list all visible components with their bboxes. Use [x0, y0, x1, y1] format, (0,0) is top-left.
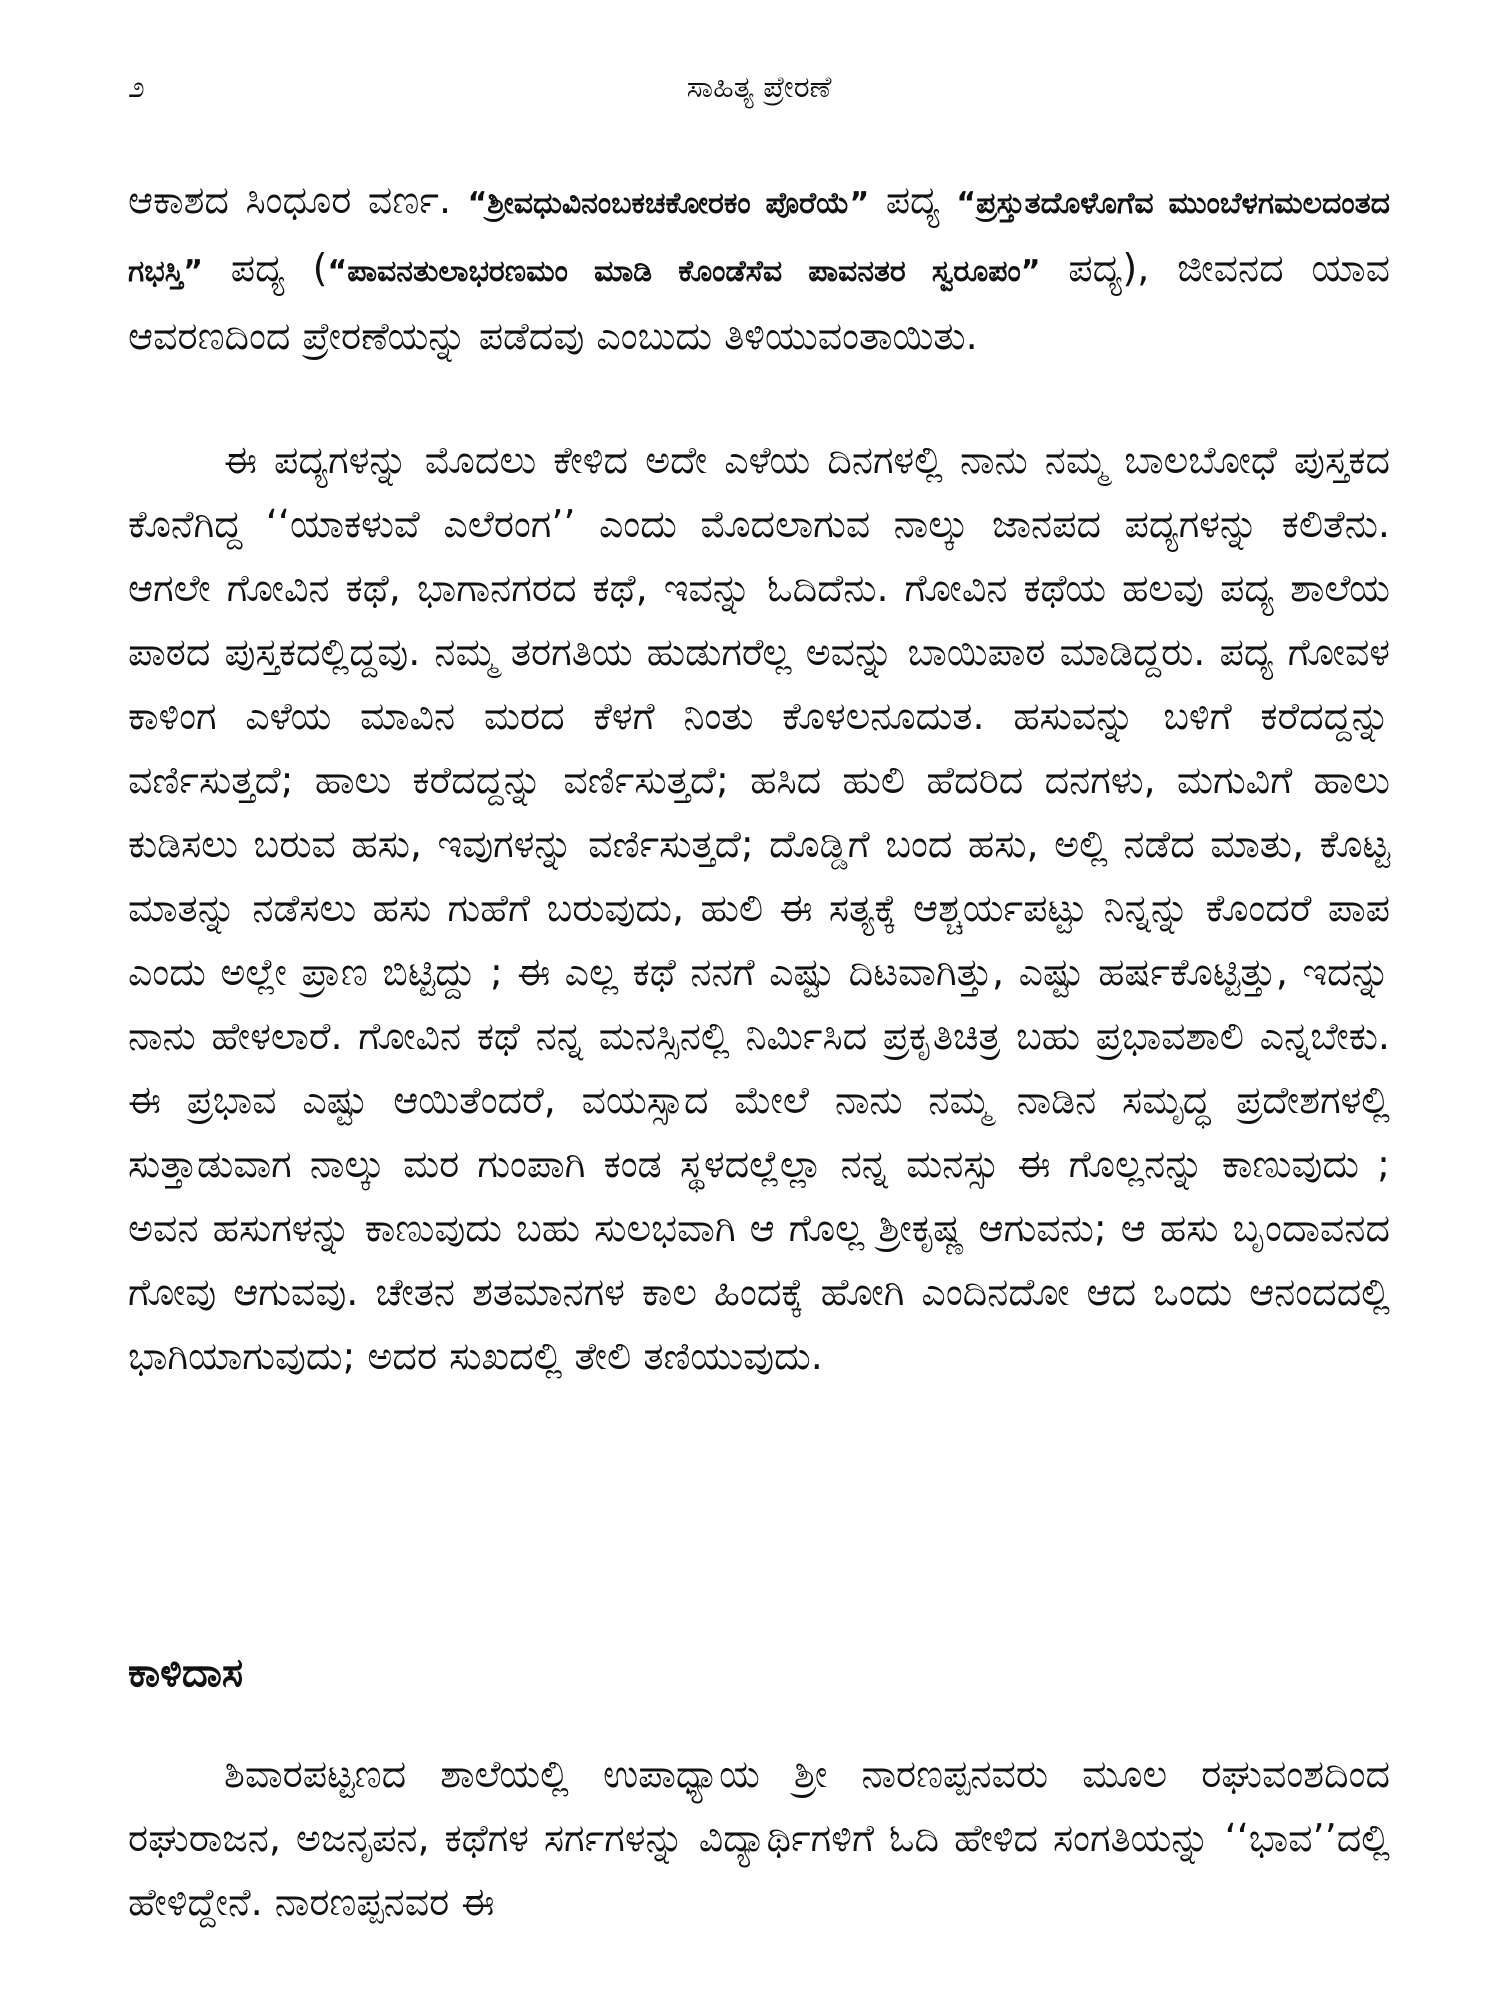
text-run: ಆಕಾಶದ ಸಿಂಧೂರ ವರ್ಣ.	[128, 178, 468, 222]
quoted-verse: “ಪ್ರಸ್ತುತದೊಳೊಗೆವ ಮುಂಬೆಳಗಮಲದಂತದ ಗಭಸ್ತಿ”	[128, 186, 1391, 289]
section-heading: ಕಾಳಿದಾಸ	[128, 1650, 244, 1696]
quoted-verse: “ಪಾವನತುಲಾಭರಣಮಂ ಮಾಡಿ ಕೊಂಡೆಸೆವ ಪಾವನತರ ಸ್ವರೂಪಂ”	[327, 254, 1041, 289]
paragraph-folk-poems: ಈ ಪದ್ಯಗಳನ್ನು ಮೊದಲು ಕೇಳಿದ ಅದೇ ಎಳೆಯ ದಿನಗಳಲ್ಲಿ ನಾನು ನಮ್ಮ ಬಾಲಬೋಧೆ ಪುಸ್ತಕದ ಕೊನೆಗಿದ್ದ ‘‘ಯಾಕಳುವೆ ಎಲೆರಂಗ’’ ಎಂದು ಮೊದಲಾಗುವ ನಾಲ್ಕು ಜಾನಪದ ಪದ್ಯಗಳನ್ನು ಕಲಿತೆನು. ಆಗಲೇ ಗೋವಿನ ಕಥೆ, ಭಾಗಾನಗರದ ಕಥೆ, ಇವನ್ನು ಓದಿದೆನು. ಗೋವಿನ ಕಥೆಯ ಹಲವು ಪದ್ಯ ಶಾಲೆಯ ಪಾಠದ ಪುಸ್ತಕದಲ್ಲಿದ್ದವು. ನಮ್ಮ ತರಗತಿಯ ಹುಡುಗರೆಲ್ಲ ಅವನ್ನು ಬಾಯಿಪಾಠ ಮಾಡಿದ್ದರು. ಪದ್ಯ ಗೋವಳ ಕಾಳಿಂಗ ಎಳೆಯ ಮಾವಿನ ಮರದ ಕೆಳಗೆ ನಿಂತು ಕೊಳಲನೂದುತ. ಹಸುವನ್ನು ಬಳಿಗೆ ಕರೆದದ್ದನ್ನು ವರ್ಣಿಸುತ್ತದೆ; ಹಾಲು ಕರೆದದ್ದನ್ನು ವರ್ಣಿಸುತ್ತದೆ; ಹಸಿದ ಹುಲಿ ಹೆದರಿದ ದನಗಳು, ಮಗುವಿಗೆ ಹಾಲು ಕುಡಿಸಲು ಬರುವ ಹಸು, ಇವುಗಳನ್ನು ವರ್ಣಿಸುತ್ತದೆ; ದೊಡ್ಡಿಗೆ ಬಂದ ಹಸು, ಅಲ್ಲಿ ನಡೆದ ಮಾತು, ಕೊಟ್ಟ ಮಾತನ್ನು ನಡೆಸಲು ಹಸು ಗುಹೆಗೆ ಬರುವುದು, ಹುಲಿ ಈ ಸತ್ಯಕ್ಕೆ ಆಶ್ಚರ್ಯಪಟ್ಟು ನಿನ್ನನ್ನು ಕೊಂದರೆ ಪಾಪ ಎಂದು ಅಲ್ಲೇ ಪ್ರಾಣ ಬಿಟ್ಟಿದ್ದು ; ಈ ಎಲ್ಲ ಕಥೆ ನನಗೆ ಎಷ್ಟು ದಿಟವಾಗಿತ್ತು, ಎಷ್ಟು ಹರ್ಷಕೊಟ್ಟಿತ್ತು, ಇದನ್ನು ನಾನು ಹೇಳಲಾರೆ. ಗೋವಿನ ಕಥೆ ನನ್ನ ಮನಸ್ಸಿನಲ್ಲಿ ನಿರ್ಮಿಸಿದ ಪ್ರಕೃತಿಚಿತ್ರ ಬಹು ಪ್ರಭಾವಶಾಲಿ ಎನ್ನಬೇಕು. ಈ ಪ್ರಭಾವ ಎಷ್ಟು ಆಯಿತೆಂದರೆ, ವಯಸ್ಸಾದ ಮೇಲೆ ನಾನು ನಮ್ಮ ನಾಡಿನ ಸಮೃದ್ಧ ಪ್ರದೇಶಗಳಲ್ಲಿ ಸುತ್ತಾಡುವಾಗ ನಾಲ್ಕು ಮರ ಗುಂಪಾಗಿ ಕಂಡ ಸ್ಥಳದಲ್ಲೆಲ್ಲಾ ನನ್ನ ಮನಸ್ಸು ಈ ಗೊಲ್ಲನನ್ನು ಕಾಣುವುದು ; ಅವನ ಹಸುಗಳನ್ನು ಕಾಣುವುದು ಬಹು ಸುಲಭವಾಗಿ ಆ ಗೊಲ್ಲ ಶ್ರೀಕೃಷ್ಣ ಆಗುವನು; ಆ ಹಸು ಬೃಂದಾವನದ ಗೋವು ಆಗುವವು. ಚೇತನ ಶತಮಾನಗಳ ಕಾಲ ಹಿಂದಕ್ಕೆ ಹೋಗಿ ಎಂದಿನದೋ ಆದ ಒಂದು ಆನಂದದಲ್ಲಿ ಭಾಗಿಯಾಗುವುದು; ಅದರ ಸುಖದಲ್ಲಿ ತೇಲಿ ತಣಿಯುವುದು.	[128, 438, 1390, 1378]
paragraph-verse-references	[128, 168, 1390, 368]
text-run: ಪದ್ಯ (	[202, 246, 328, 290]
text-run: ಪದ್ಯ), ಜೀವನದ ಯಾವ ಆವರಣದಿಂದ ಪ್ರೇರಣೆಯನ್ನು ಪಡೆದವು ಎಂಬುದು ತಿಳಿಯುವಂತಾಯಿತು.	[128, 246, 1390, 358]
book-title: ಸಾಹಿತ್ಯ ಪ್ರೇರಣೆ	[686, 70, 832, 105]
paragraph-kalidasa: ಶಿವಾರಪಟ್ಟಣದ ಶಾಲೆಯಲ್ಲಿ ಉಪಾಧ್ಯಾಯ ಶ್ರೀ ನಾರಣಪ್ಪನವರು ಮೂಲ ರಘುವಂಶದಿಂದ ರಘುರಾಜನ, ಅಜನೃಪನ, ಕಥೆಗಳ ಸರ್ಗಗಳನ್ನು ವಿದ್ಯಾರ್ಥಿಗಳಿಗೆ ಓದಿ ಹೇಳಿದ ಸಂಗತಿಯನ್ನು ‘‘ಭಾವ’’ದಲ್ಲಿ ಹೇಳಿದ್ದೇನೆ. ನಾರಣಪ್ಪನವರ ಈ	[128, 1752, 1390, 1924]
text-run: ಪದ್ಯ	[869, 178, 957, 222]
page-number: ೨	[128, 70, 145, 105]
quoted-verse: “ಶ್ರೀವಧುವಿನಂಬಕಚಕೋರಕಂ ಪೊರೆಯೆ”	[467, 186, 870, 221]
running-header	[128, 62, 1390, 112]
